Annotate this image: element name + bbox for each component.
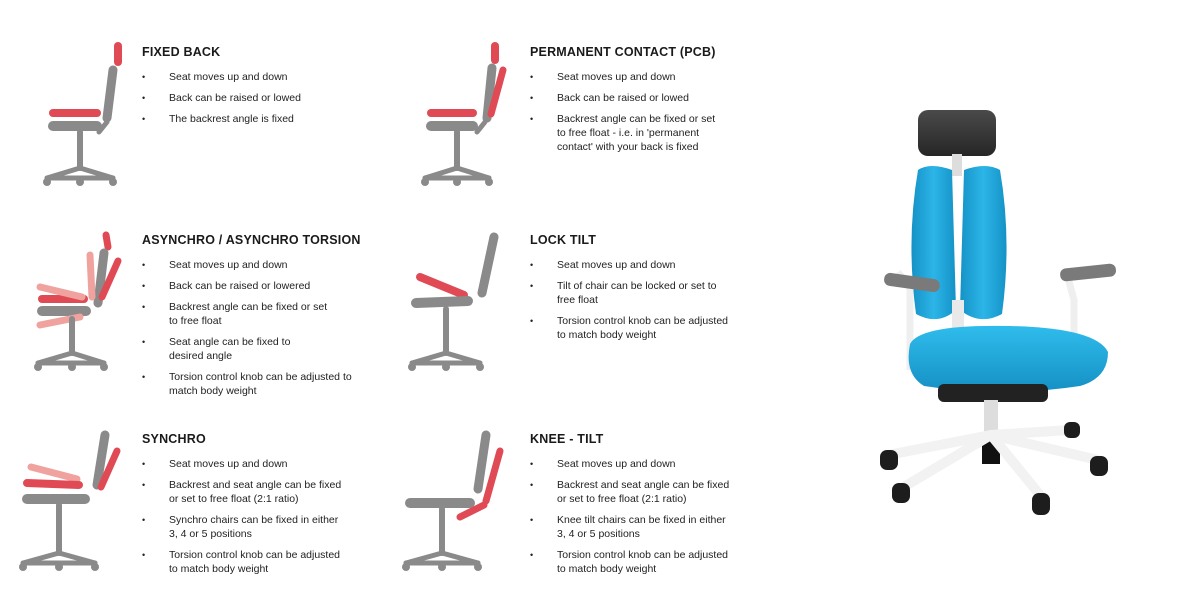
bullet-item: • Seat moves up and down — [142, 457, 392, 471]
knee-tilt-chair-icon — [398, 425, 508, 575]
bullet-list — [142, 258, 392, 398]
bullet-item: • Seat moves up and down — [142, 70, 382, 84]
bullet-item: • Seat moves up and down — [530, 258, 770, 272]
bullet-item: • Seat moves up and down — [530, 70, 770, 84]
section-asynchro — [142, 233, 392, 398]
bullet-item: • Back can be raised or lowered — [142, 279, 392, 293]
bullet-item: • Torsion control knob can be adjusted to match body weight — [530, 314, 770, 342]
bullet-list — [142, 457, 392, 576]
office-chair-image — [860, 100, 1130, 525]
bullet-item: • Back can be raised or lowed — [530, 91, 770, 105]
section-title: SYNCHRO — [142, 432, 206, 446]
bullet-item: • Synchro chairs can be fixed in either 3, 4 or 5 positions — [142, 513, 392, 541]
section-title: FIXED BACK — [142, 45, 221, 59]
bullet-item: • Backrest and seat angle can be fixed or set to free float (2:1 ratio) — [142, 478, 392, 506]
bullet-item: • Seat moves up and down — [142, 258, 392, 272]
section-title: KNEE - TILT — [530, 432, 604, 446]
section-knee-tilt — [530, 432, 770, 576]
section-title: PERMANENT CONTACT (PCB) — [530, 45, 716, 59]
bullet-item: • Seat angle can be fixed to desired angle — [142, 335, 392, 363]
permanent-contact-chair-icon — [415, 40, 510, 190]
bullet-list — [142, 70, 382, 126]
bullet-item: • Back can be raised or lowed — [142, 91, 382, 105]
synchro-chair-icon — [15, 425, 125, 575]
asynchro-chair-icon — [28, 225, 128, 375]
section-fixed-back — [142, 45, 382, 126]
lock-tilt-chair-icon — [402, 225, 502, 375]
bullet-item: • Torsion control knob can be adjusted to match body weight — [530, 548, 770, 576]
bullet-item: • Backrest and seat angle can be fixed or set to free float (2:1 ratio) — [530, 478, 770, 506]
bullet-item: • Seat moves up and down — [530, 457, 770, 471]
bullet-item: • Torsion control knob can be adjusted to match body weight — [142, 548, 392, 576]
bullet-item: • The backrest angle is fixed — [142, 112, 382, 126]
bullet-item: • Torsion control knob can be adjusted to match body weight — [142, 370, 392, 398]
fixed-back-chair-icon — [35, 40, 125, 190]
bullet-item: • Knee tilt chairs can be fixed in either 3, 4 or 5 positions — [530, 513, 770, 541]
bullet-list — [530, 70, 770, 154]
section-permanent-contact — [530, 45, 770, 154]
section-title: LOCK TILT — [530, 233, 597, 247]
bullet-item: • Backrest angle can be fixed or set to free float — [142, 300, 392, 328]
bullet-list — [530, 457, 770, 576]
section-title: ASYNCHRO / ASYNCHRO TORSION — [142, 233, 361, 247]
section-synchro — [142, 432, 392, 576]
bullet-item: • Backrest angle can be fixed or set to free float - i.e. in 'permanent contact' with your back is fixed — [530, 112, 770, 154]
bullet-list — [530, 258, 770, 342]
section-lock-tilt — [530, 233, 770, 342]
bullet-item: • Tilt of chair can be locked or set to free float — [530, 279, 770, 307]
